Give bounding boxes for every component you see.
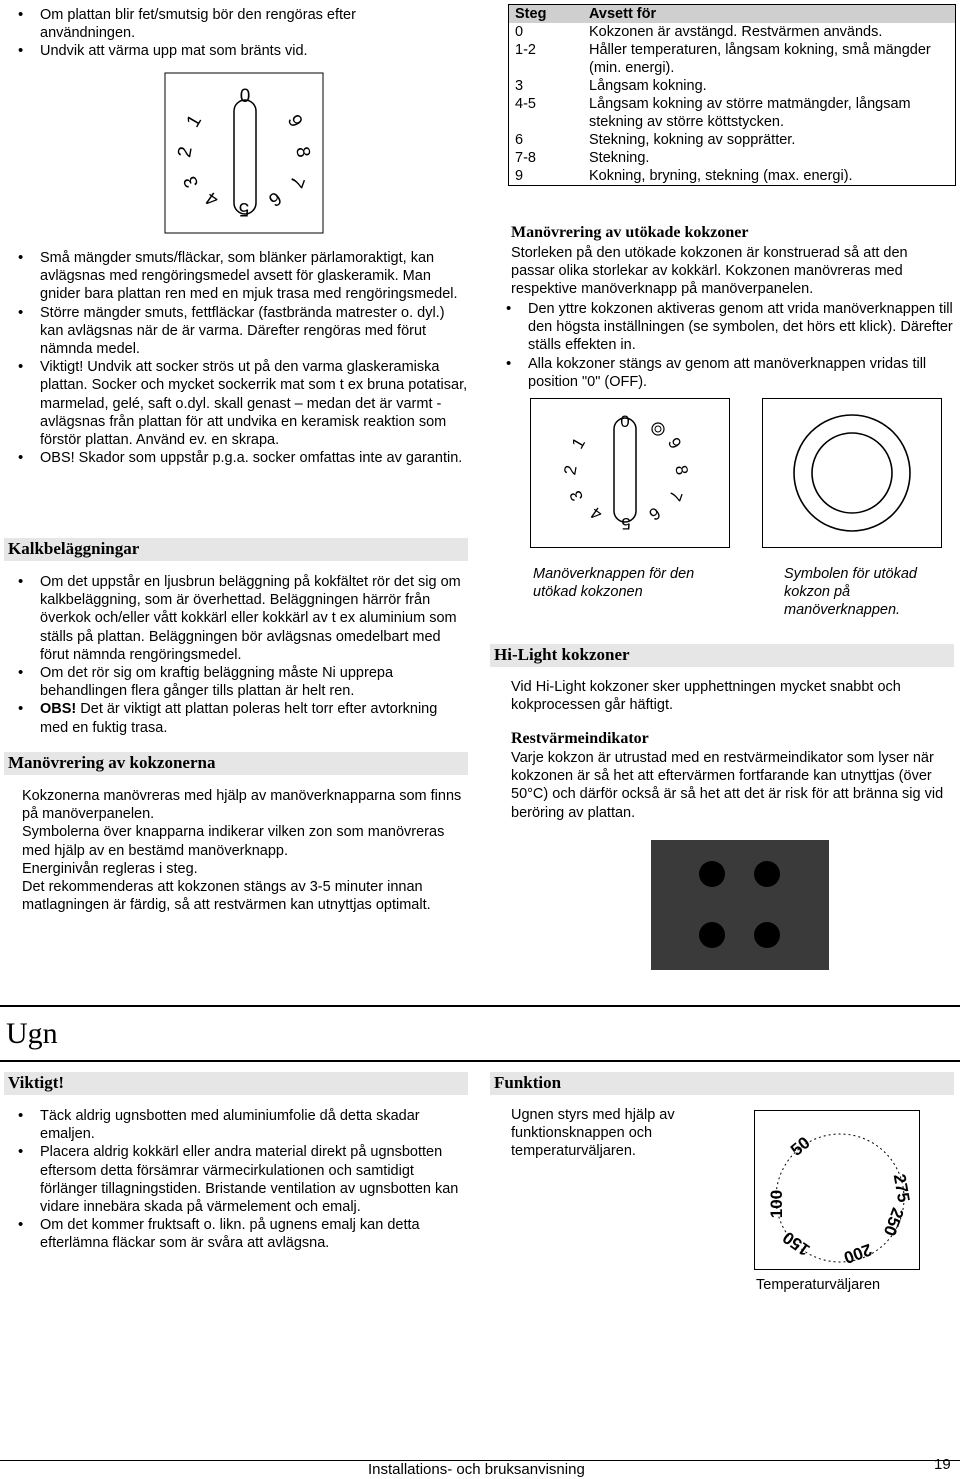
restvarme-heading: Restvärmeindikator <box>511 730 649 747</box>
temp-label: 250 <box>879 1205 908 1239</box>
indicator-dot <box>754 922 780 948</box>
table-cell: 1-2 <box>515 42 536 58</box>
paragraph: Kokzonerna manövreras med hjälp av manöverknapparna som finns på manöverpanelen. <box>22 788 462 823</box>
knob-digit: 2 <box>174 145 197 160</box>
steps-table <box>508 4 956 186</box>
paragraph: Energinivån regleras i steg. <box>22 860 198 877</box>
list-item: • Om plattan blir fet/smutsig bör den rengöras efter användningen. <box>8 6 403 42</box>
list-item <box>8 664 468 700</box>
bullet-text: Det är viktigt att plattan poleras helt torr efter avtorkning med en fuktig trasa. <box>40 701 438 736</box>
list-item: • Viktigt! Undvik att socker strös ut på den varma glaskeramiska plattan. Socker och mycket sockerrik mat som t ex bruna potatisar, marmelad, gelé, saft o.dyl. skall genast – medan det är varmt - avlägsnas från plattan för att undvika en keramisk reaktion som förstör plattan. Använd ev. en skrapa. <box>8 358 468 449</box>
table-cell: Långsam kokning av större matmängder, långsam stekning av större köttstycken. <box>589 96 911 130</box>
knob-digit: 9 <box>663 434 686 453</box>
bold-lead: OBS! <box>40 701 77 718</box>
knob-digit: 9 <box>282 111 307 132</box>
knob-digit: 5 <box>238 198 250 219</box>
table-row <box>509 77 955 95</box>
temp-label: 275 <box>889 1172 914 1204</box>
list-item: • Placera aldrig kokkärl eller andra material direkt på ugnsbotten eftersom detta försämrar värmecirkulationen och samtidigt förlänger tillagningstiden. Bristande ventilation av ugnsbotten kan vidare innebära skada på värmelement och emalj. <box>8 1143 468 1216</box>
list-item <box>8 573 468 664</box>
page-number: 19 <box>934 1456 951 1473</box>
table-row <box>509 41 955 77</box>
table-row <box>509 23 955 41</box>
knob-digit: 8 <box>671 463 692 477</box>
caption-knob: Manöverknappen för den utökad kokzonen <box>533 566 695 601</box>
section-divider <box>0 1060 960 1062</box>
footer-title: Installations- och bruksanvisning <box>368 1461 585 1478</box>
paragraph: Symbolerna över knapparna indikerar vilken zon som manövreras med hjälp av en bestämd manöverknapp. <box>22 824 445 859</box>
table-header: Avsett för <box>583 5 955 23</box>
caption-symbol: Symbolen för utökad kokzon på manöverknappen. <box>784 566 917 619</box>
funktion-text: Ugnen styrs med hjälp av funktionsknappen och temperaturväljaren. <box>511 1107 675 1160</box>
table-row <box>509 149 955 167</box>
knob-digit: 3 <box>179 173 204 191</box>
list-item <box>8 700 468 736</box>
table-cell: 3 <box>515 78 524 94</box>
table-cell: Kokzonen är avstängd. Restvärmen används. <box>589 24 883 40</box>
list-item: • Undvik att värma upp mat som bränts vid. <box>8 42 403 60</box>
temp-caption: Temperaturväljaren <box>756 1277 881 1293</box>
temperature-selector-illustration <box>754 1110 920 1270</box>
knob-digit: 7 <box>284 173 309 191</box>
kalk-bullets <box>8 573 468 737</box>
table-cell: 4-5 <box>515 96 536 112</box>
hilight-text: Vid Hi-Light kokzoner sker upphettningen mycket snabbt och kokprocessen går häftigt. <box>511 679 901 714</box>
section-heading-viktigt: Viktigt! <box>4 1072 468 1095</box>
utokade-bullets <box>496 300 954 391</box>
knob-digit: 4 <box>201 186 223 211</box>
section-heading-kalk: Kalkbeläggningar <box>4 538 468 561</box>
table-row <box>509 131 955 149</box>
knob-digit: 7 <box>664 488 687 504</box>
cleaning-bullets <box>8 249 468 467</box>
table-cell: Stekning, kokning av sopprätter. <box>589 132 796 148</box>
list-item: • OBS! Skador som uppstår p.g.a. socker omfattas inte av garantin. <box>8 449 468 467</box>
knob-digit: 6 <box>264 186 286 211</box>
ugn-title: Ugn <box>6 1017 58 1050</box>
top-bullets <box>8 6 403 61</box>
table-cell: Långsam kokning. <box>589 78 707 94</box>
list-item: • Små mängder smuts/fläckar, som blänker pärlamoraktigt, kan avlägsnas med rengöringsmedel avsett för glaskeramik. Man gnider bara plattan ren med en mjuk trasa med rengöringsmedel. <box>8 249 468 304</box>
knob-digit: 8 <box>291 145 314 160</box>
knob-digit: 0 <box>239 86 251 107</box>
utokade-heading: Manövrering av utökade kokzoner <box>511 224 749 241</box>
manovrering-text <box>22 787 468 914</box>
temp-label: 150 <box>779 1227 814 1260</box>
viktigt-bullets <box>8 1107 468 1253</box>
utokade-intro: Storleken på den utökade kokzonen är konstruerad så att den passar olika storlekar av kokkärl. Kokzonen manövreras med respektive manöverknapp på manöverpanelen. <box>511 245 908 298</box>
indicator-dot <box>699 861 725 887</box>
list-item: • Större mängder smuts, fettfläckar (fastbrända matrester o. dyl.) kan avlägsnas när de är varma. Därefter rengöras med förut nämnda medel. <box>8 304 468 359</box>
section-heading-funktion: Funktion <box>490 1072 954 1095</box>
table-cell: Stekning. <box>589 150 650 166</box>
knob-digit: 1 <box>567 434 590 453</box>
table-cell: 9 <box>515 168 524 184</box>
temp-label: 200 <box>841 1239 875 1268</box>
knob-digit: 5 <box>621 514 631 533</box>
temp-label: 100 <box>767 1189 786 1219</box>
knob-digit: 3 <box>565 488 588 504</box>
table-header: Steg <box>509 5 583 23</box>
indicator-dot <box>754 861 780 887</box>
table-cell: 6 <box>515 132 524 148</box>
knob-digit: 0 <box>620 412 630 431</box>
table-row <box>509 95 955 131</box>
cooktop-indicator-illustration <box>651 840 829 970</box>
table-row <box>509 167 955 185</box>
restvarme-text: Varje kokzon är utrustad med en restvärmeindikator som lyser när kokzonen är så het att eftervärmen fortfarande kan utnyttjas (över 50°C) och därför också är så het att det är risk för att bränna sig vid beröring av plattan. <box>511 750 944 821</box>
list-item: • Den yttre kokzonen aktiveras genom att vrida manöverknappen till den högsta inställningen (se symbolen, det hörs ett klick). Därefter ställs effekten in. <box>496 300 954 355</box>
table-cell: 0 <box>515 24 524 40</box>
knob-digit: 2 <box>560 463 581 477</box>
table-cell: Håller temperaturen, långsam kokning, små mängder (min. energi). <box>589 42 931 76</box>
extended-zone-symbol-illustration <box>762 398 942 548</box>
extended-zone-knob-illustration <box>530 398 730 548</box>
list-item: • Om det kommer fruktsaft o. likn. på ugnens emalj kan detta efterlämna fläckar som är svåra att avlägsna. <box>8 1216 468 1252</box>
indicator-dot <box>699 922 725 948</box>
bullet-text: Om det rör sig om kraftig beläggning måste Ni upprepa behandlingen flera gånger tills plattan är helt ren. <box>40 665 394 700</box>
paragraph: Det rekommenderas att kokzonen stängs av 3-5 minuter innan matlagningen är färdig, så att restvärmen kan utnyttjas optimalt. <box>22 879 431 914</box>
section-divider <box>0 1005 960 1007</box>
list-item: • Alla kokzoner stängs av genom att manöverknappen vridas till position "0" (OFF). <box>496 355 954 391</box>
table-header-row <box>509 5 955 23</box>
list-item: • Täck aldrig ugnsbotten med aluminiumfolie då detta skadar emaljen. <box>8 1107 468 1143</box>
section-heading-manovrering: Manövrering av kokzonerna <box>4 752 468 775</box>
cooktop-knob-illustration <box>164 72 324 234</box>
temp-label: 50 <box>786 1133 814 1160</box>
bullet-text: Om det uppstår en ljusbrun beläggning på kokfältet rör det sig om kalkbeläggning, som är överhettad. Beläggningen härrör från överkok och/eller vått kokkärl eller kokkärl av t ex aluminium som ställs på plattan. Beläggningen bör avlägsnas omedelbart med förut nämnda rengöringsmedel. <box>40 574 461 663</box>
knob-digit: 6 <box>645 503 665 525</box>
knob-digit: 1 <box>182 111 207 132</box>
section-heading-hilight: Hi-Light kokzoner <box>490 644 954 667</box>
table-cell: Kokning, bryning, stekning (max. energi). <box>589 168 853 184</box>
knob-digit: 4 <box>586 503 606 525</box>
table-cell: 7-8 <box>515 150 536 166</box>
